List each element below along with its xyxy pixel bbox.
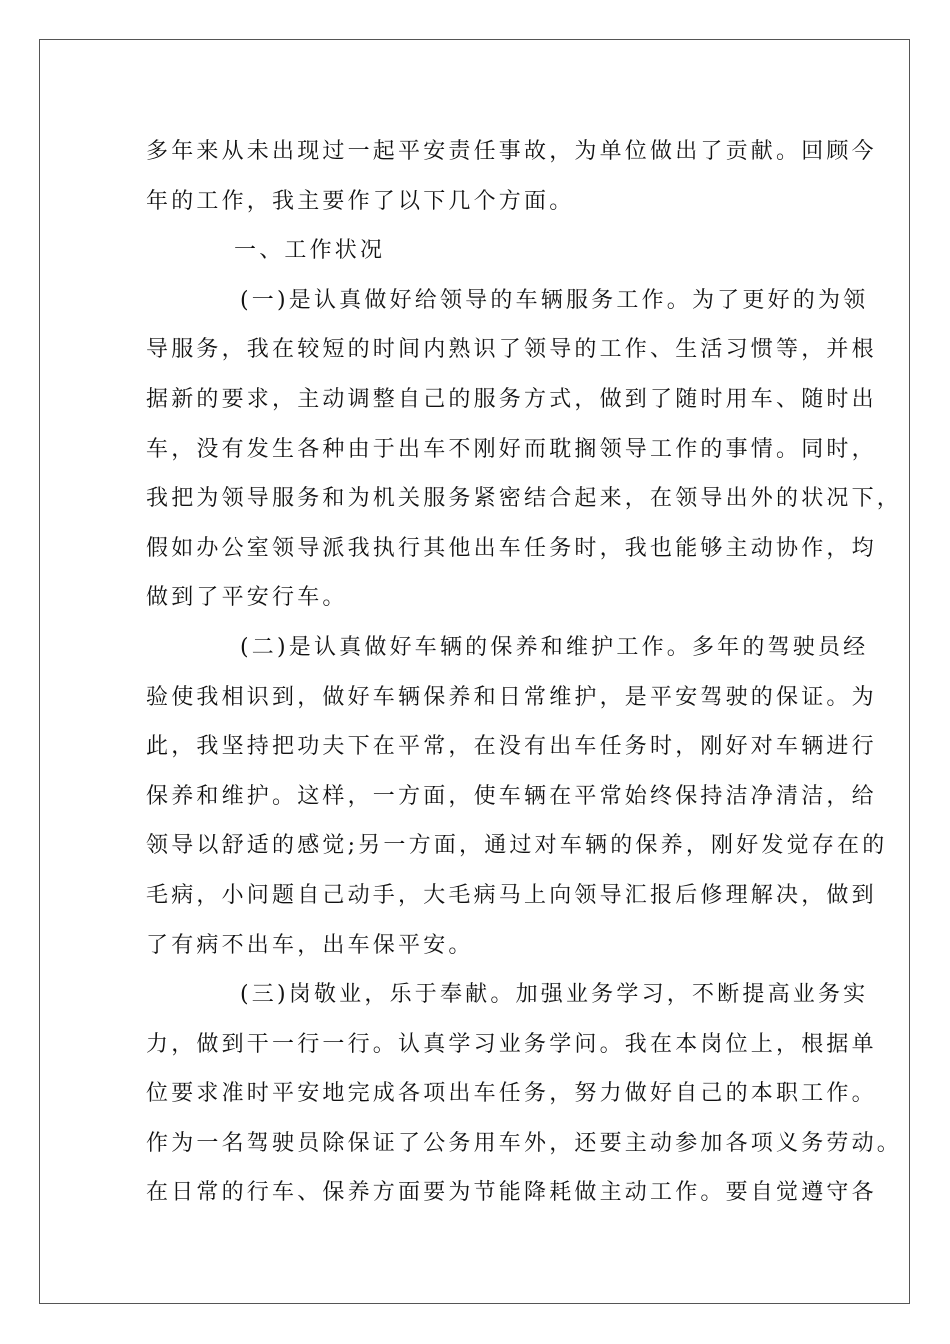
text-line: 保养和维护。这样，一方面，使车辆在平常始终保持洁净清洁，给: [146, 783, 877, 809]
text-line: 车，没有发生各种由于出车不刚好而耽搁领导工作的事情。同时，: [146, 436, 877, 462]
paragraph-start: (二)是认真做好车辆的保养和维护工作。多年的驾驶员经: [240, 634, 869, 660]
paragraph-start: (三)岗敬业，乐于奉献。加强业务学习，不断提高业务实: [240, 982, 869, 1008]
text-line: 多年来从未出现过一起平安责任事故，为单位做出了贡献。回顾今: [146, 139, 877, 164]
text-line: 了有病不出车，出车保平安。: [146, 932, 474, 958]
text-line: 位要求准时平安地完成各项出车任务，努力做好自己的本职工作。: [146, 1081, 877, 1107]
text-line: 作为一名驾驶员除保证了公务用车外，还要主动参加各项义务劳动。: [146, 1130, 903, 1156]
text-line: 此，我坚持把功夫下在平常，在没有出车任务时，刚好对车辆进行: [146, 734, 877, 760]
text-line: 我把为领导服务和为机关服务紧密结合起来，在领导出外的状况下，: [146, 486, 903, 512]
document-body: [146, 127, 903, 1218]
text-line: 验使我相识到，做好车辆保养和日常维护，是平安驾驶的保证。为: [146, 684, 877, 710]
text-line: 假如办公室领导派我执行其他出车任务时，我也能够主动协作，均: [146, 535, 877, 561]
text-line: 导服务，我在较短的时间内熟识了领导的工作、生活习惯等，并根: [146, 337, 877, 363]
text-line: 毛病，小问题自己动手，大毛病马上向领导汇报后修理解决，做到: [146, 882, 877, 908]
text-line: 在日常的行车、保养方面要为节能降耗做主动工作。要自觉遵守各: [146, 1180, 877, 1206]
text-line: 据新的要求，主动调整自己的服务方式，做到了随时用车、随时出: [146, 386, 877, 412]
text-line: 年的工作，我主要作了以下几个方面。: [146, 188, 575, 214]
text-line: 力，做到干一行一行。认真学习业务学问。我在本岗位上，根据单: [146, 1031, 877, 1057]
text-line: 领导以舒适的感觉;另一方面，通过对车辆的保养，刚好发觉存在的: [146, 833, 888, 859]
text-line: 做到了平安行车。: [146, 585, 348, 611]
section-heading: 一、工作状况: [234, 238, 386, 264]
paragraph-start: (一)是认真做好给领导的车辆服务工作。为了更好的为领: [240, 287, 869, 313]
